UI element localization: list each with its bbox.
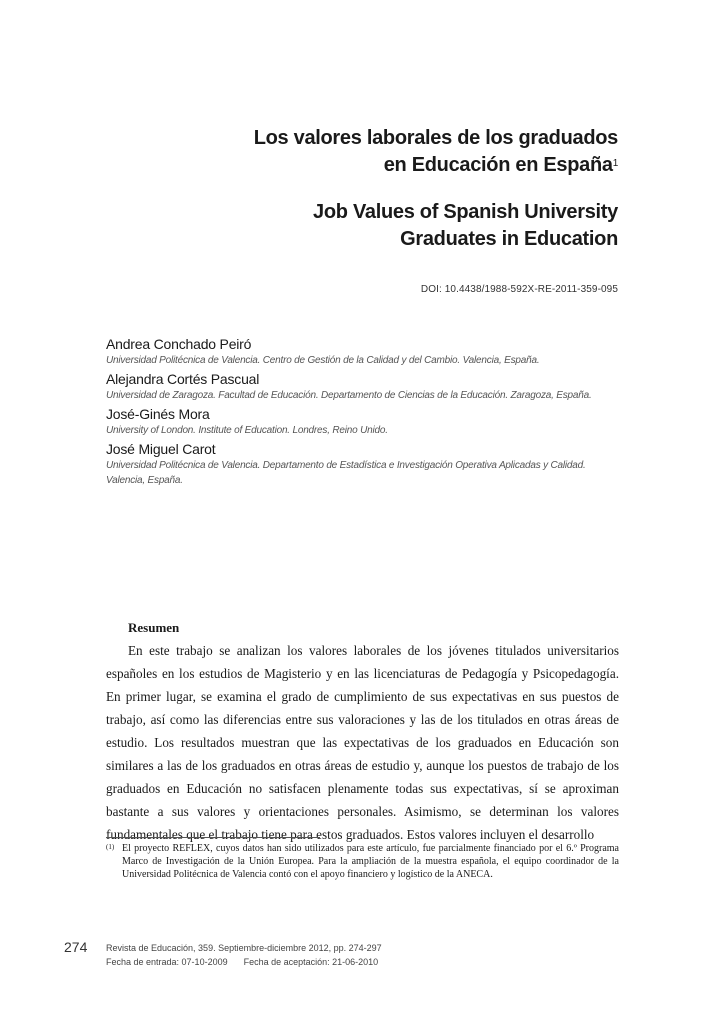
footnote-text: El proyecto REFLEX, cuyos datos han sido utilizados para este artículo, fue parcialmente financiado por el 6.º Programa Marco de Investigación de la Unión Europea. Para la ampliación de la muestra española, el equipo coordinador de la Universidad Politécnica de Valencia contó con el apoyo financiero y logístico de la ANECA. — [122, 843, 619, 880]
english-title-line-2: Graduates in Education — [400, 228, 618, 250]
author-name: José Miguel Carot — [106, 441, 216, 457]
submission-dates — [106, 955, 382, 969]
received-date: Fecha de entrada: 07-10-2009 — [106, 957, 228, 967]
author-affiliation: Universidad Politécnica de Valencia. Departamento de Estadística e Investigación Operativa Aplicadas y Calidad. Valencia, España. — [106, 460, 586, 486]
author-affiliation: Universidad Politécnica de Valencia. Centro de Gestión de la Calidad y del Cambio. Valencia, España. — [106, 355, 540, 366]
title-block — [158, 125, 618, 253]
author-name: Alejandra Cortés Pascual — [106, 371, 260, 387]
author-entry — [106, 335, 626, 368]
abstract-heading: Resumen — [128, 620, 180, 635]
page-number: 274 — [64, 939, 88, 955]
author-name: José-Ginés Mora — [106, 406, 210, 422]
author-affiliation: Universidad de Zaragoza. Facultad de Educación. Departamento de Ciencias de la Educación. Zaragoza, España. — [106, 390, 592, 401]
spanish-title-line-1: Los valores laborales de los graduados — [253, 127, 618, 149]
author-entry — [106, 370, 626, 403]
accepted-date: Fecha de aceptación: 21-06-2010 — [243, 957, 379, 967]
author-list — [106, 335, 626, 490]
author-entry — [106, 440, 626, 488]
footnote-mark: (1) — [106, 843, 115, 851]
author-name: Andrea Conchado Peiró — [106, 336, 252, 352]
author-entry — [106, 405, 626, 438]
footnote-separator — [106, 837, 320, 838]
doi: DOI: 10.4438/1988-592X-RE-2011-359-095 — [420, 284, 618, 295]
abstract — [106, 617, 619, 846]
footnote-reference[interactable]: 1 — [612, 158, 618, 169]
journal-citation: Revista de Educación, 359. Septiembre-diciembre 2012, pp. 274-297 — [106, 943, 382, 953]
english-title-line-1: Job Values of Spanish University — [313, 201, 618, 223]
spanish-title-line-2-text: en Educación en España — [383, 154, 613, 176]
author-affiliation: University of London. Institute of Education. Londres, Reino Unido. — [106, 425, 388, 436]
footnote — [106, 842, 619, 881]
spanish-title-line-2 — [158, 152, 618, 179]
journal-footer — [106, 941, 382, 969]
abstract-body: En este trabajo se analizan los valores laborales de los jóvenes titulados universitarios españoles en los estudios de Magisterio y en las licenciaturas de Pedagogía y Psicopedagogía. En primer lugar, se examina el grado de cumplimiento de sus expectativas en sus puestos de trabajo, así como las diferencias entre sus valoraciones y las de los titulados en otras áreas de estudio. Los resultados muestran que las expectativas de los graduados en Educación son similares a las de los graduados en otras áreas de estudio y, aunque los puestos de trabajo de los graduados en Educación no satisfacen plenamente todas sus expectativas, sí se aproximan bastante a sus valores y orientaciones personales. Asimismo, se determinan los valores fundamentales que el trabajo tiene para estos graduados. Estos valores incluyen el desarrollo — [106, 643, 619, 842]
